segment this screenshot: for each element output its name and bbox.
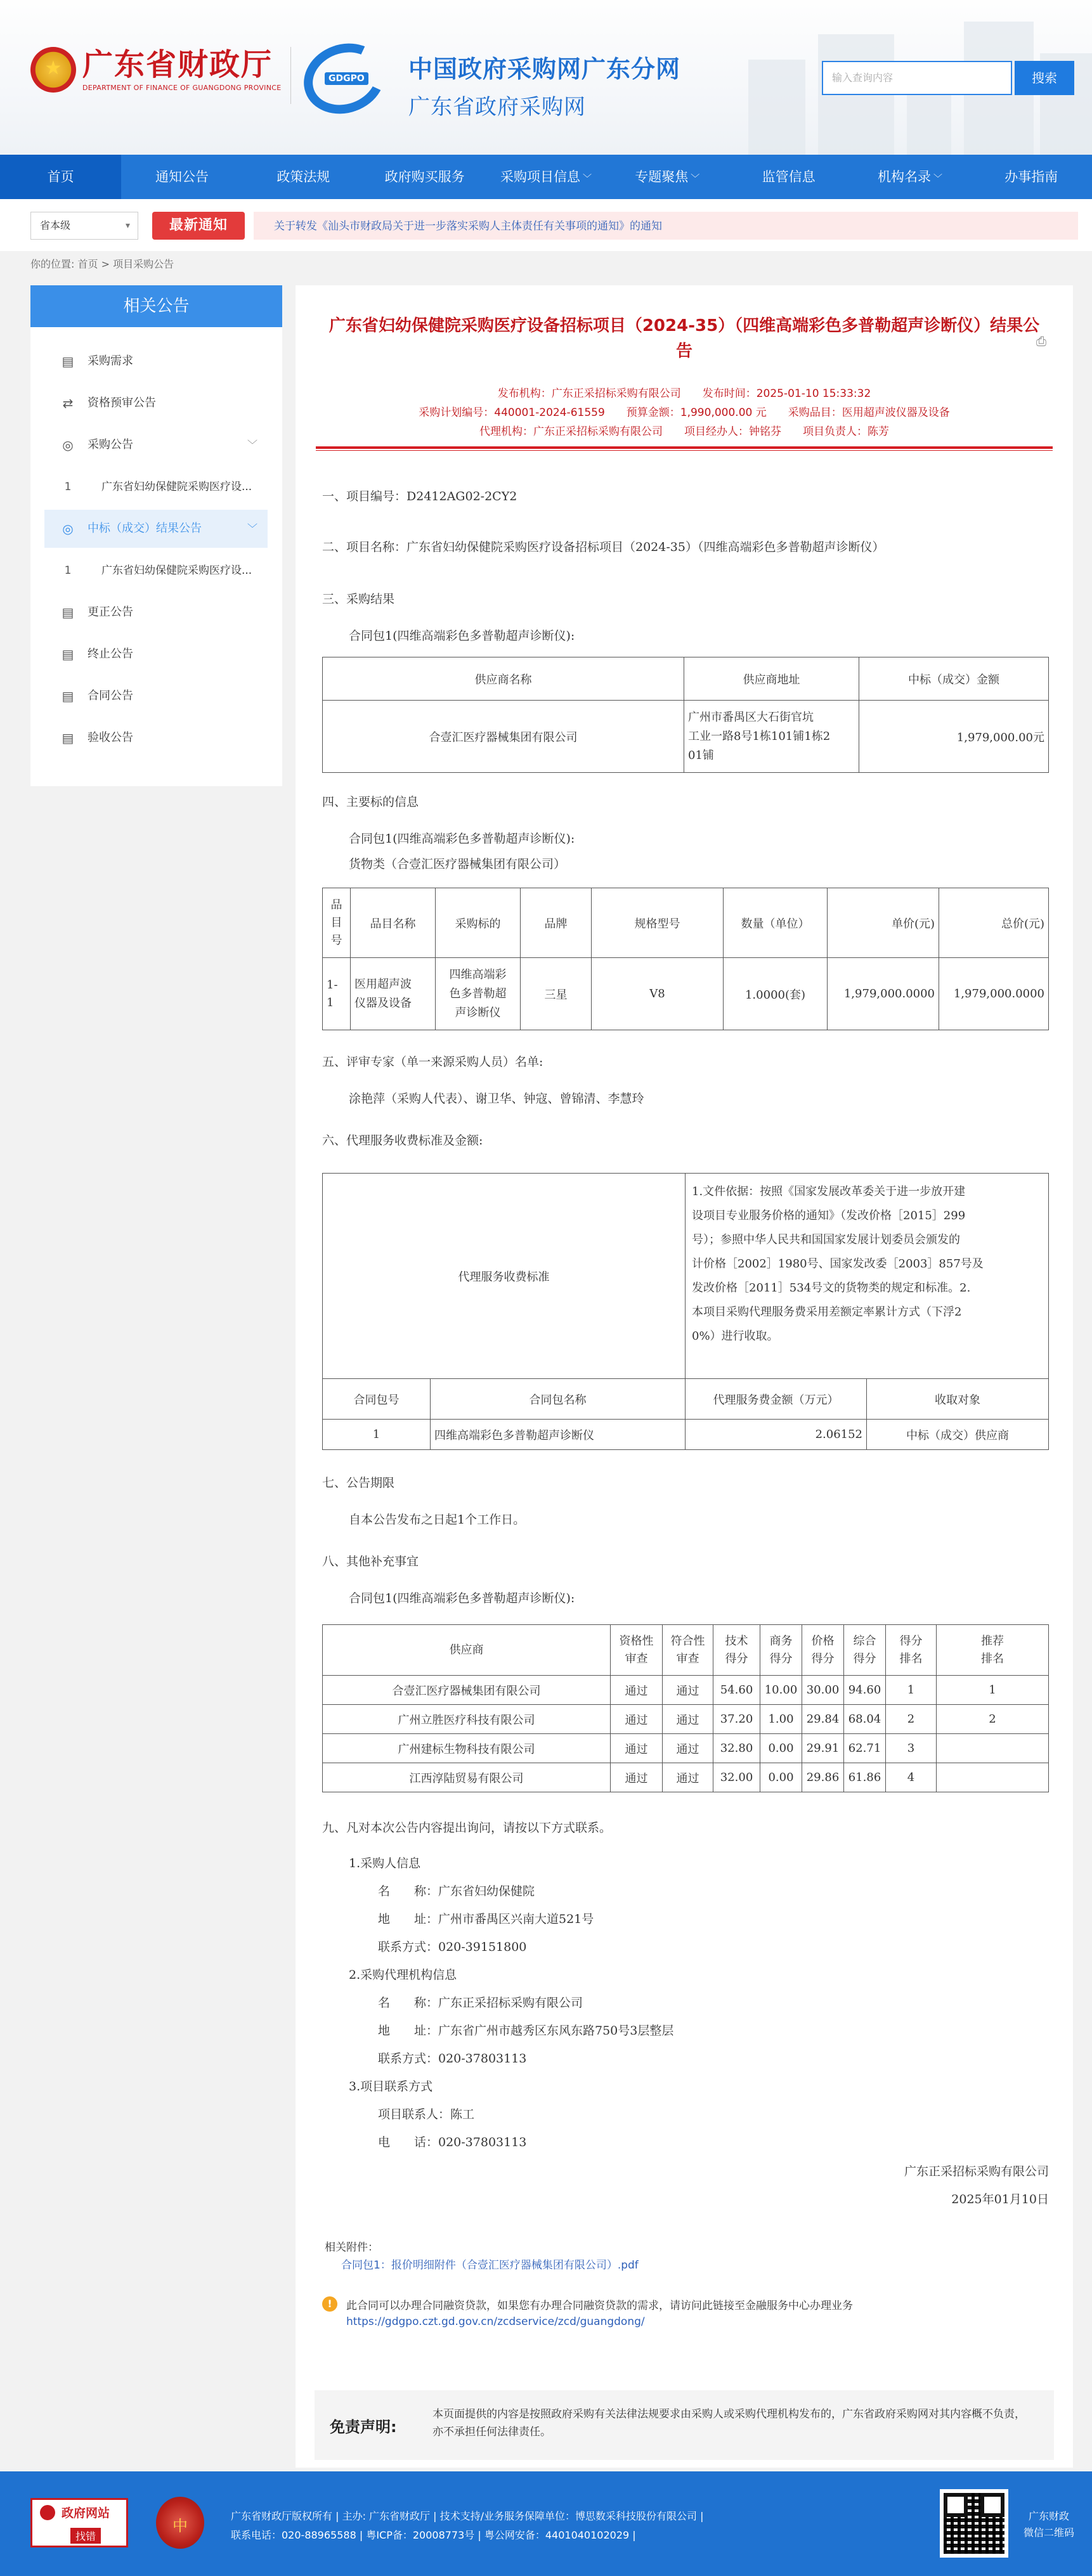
score-cell: 62.71 bbox=[844, 1734, 886, 1763]
score-cell: 0.00 bbox=[760, 1763, 802, 1792]
fee-standard-text bbox=[686, 1174, 1049, 1379]
score-cell: 3 bbox=[886, 1734, 937, 1763]
sidebar-item-label: 采购公告 bbox=[88, 438, 133, 451]
sidebar-title: 相关公告 bbox=[30, 285, 282, 327]
experts-list: 涂艳萍（采购人代表）、谢卫华、钟寇、曾锦清、李慧玲 bbox=[349, 1092, 644, 1106]
sidebar-item-prequalification[interactable] bbox=[44, 384, 268, 422]
fee-table bbox=[322, 1173, 1049, 1450]
sidebar-item-label: 广东省妇幼保健院采购医疗设... bbox=[101, 564, 252, 577]
score-cell: 30.00 bbox=[802, 1676, 844, 1705]
score-cell: 2 bbox=[937, 1705, 1049, 1734]
header-line: 排名 bbox=[899, 1652, 923, 1666]
nav-label: 政策法规 bbox=[276, 169, 330, 184]
table-header: 供应商名称 bbox=[323, 657, 684, 701]
table-row bbox=[323, 701, 1049, 773]
title-line1: 广东省妇幼保健院采购医疗设备招标项目（2024-35）（四维高端彩色多普勒超声诊断仪）结果公 bbox=[328, 316, 1040, 335]
table-header bbox=[802, 1625, 844, 1676]
score-cell: 29.86 bbox=[802, 1763, 844, 1792]
score-cell: 广州建标生物科技有限公司 bbox=[323, 1734, 611, 1763]
fee-payer: 中标（成交）供应商 bbox=[867, 1420, 1049, 1450]
items-table bbox=[322, 888, 1049, 1030]
score-cell: 68.04 bbox=[844, 1705, 886, 1734]
section-experts-heading: 五、评审专家（单一来源采购人员）名单: bbox=[322, 1055, 543, 1069]
party-gov-badge[interactable] bbox=[156, 2497, 204, 2549]
table-header bbox=[937, 1625, 1049, 1676]
award-amount: 1,979,000.00元 bbox=[859, 701, 1049, 773]
score-cell: 通过 bbox=[663, 1734, 713, 1763]
latest-notice-badge: 最新通知 bbox=[152, 212, 245, 240]
signature-org: 广东正采招标采购有限公司 bbox=[904, 2165, 1049, 2178]
nav-topics[interactable] bbox=[607, 155, 728, 199]
site-title-line2: 广东省政府采购网 bbox=[408, 94, 586, 120]
section-other-heading: 八、其他补充事宜 bbox=[322, 1555, 419, 1569]
table-header: 收取对象 bbox=[867, 1379, 1049, 1420]
main-nav bbox=[0, 155, 1092, 199]
notice-ticker bbox=[0, 199, 1092, 251]
fee-line: 计价格［2002］1980号、国家发改委［2003］857号及 bbox=[692, 1257, 984, 1271]
header-line: 推荐 bbox=[981, 1634, 1004, 1648]
agency-tel: 联系方式：020-37803113 bbox=[378, 2052, 527, 2066]
disclaimer-heading: 免责声明: bbox=[330, 2418, 397, 2436]
breadcrumb-separator: > bbox=[101, 258, 110, 270]
score-cell: 54.60 bbox=[713, 1676, 760, 1705]
table-header bbox=[713, 1625, 760, 1676]
agency-heading: 2.采购代理机构信息 bbox=[349, 1968, 457, 1982]
badge-glyph: 中 bbox=[172, 2517, 188, 2535]
score-cell: 1.00 bbox=[760, 1705, 802, 1734]
purchaser-name: 名 称：广东省妇幼保健院 bbox=[378, 1884, 535, 1898]
table-row bbox=[323, 1763, 1049, 1792]
header-line: 得分 bbox=[811, 1652, 835, 1666]
badge-bottom-text: 找错 bbox=[70, 2528, 101, 2544]
nav-label: 首页 bbox=[47, 169, 74, 184]
header-line: 得分 bbox=[899, 1634, 923, 1648]
chevron-down-icon: ▾ bbox=[125, 221, 130, 231]
score-cell: 通过 bbox=[611, 1705, 663, 1734]
cell-line: 医用超声波 bbox=[354, 977, 412, 991]
nav-label: 监管信息 bbox=[762, 169, 816, 184]
fee-standard-label: 代理服务收费标准 bbox=[323, 1174, 686, 1379]
site-footer bbox=[0, 2471, 1092, 2576]
breadcrumb-home[interactable]: 首页 bbox=[77, 258, 98, 270]
table-header: 供应商 bbox=[323, 1625, 611, 1676]
chevron-down-icon: ﹀ bbox=[933, 174, 942, 184]
table-row bbox=[323, 958, 1049, 1030]
table-header: 品目名称 bbox=[351, 888, 436, 958]
table-row bbox=[323, 1174, 1049, 1379]
logo-cn-text: 广东省财政厅 bbox=[82, 46, 273, 82]
score-cell: 通过 bbox=[663, 1676, 713, 1705]
section-result-heading: 三、采购结果 bbox=[322, 592, 395, 606]
purchaser-heading: 1.采购人信息 bbox=[349, 1856, 421, 1870]
footer-contact: 联系电话：020-88965588 | 粤ICP备：20008773号 | 粤公网安备：4401040102029 | bbox=[231, 2529, 636, 2541]
info-icon: ! bbox=[322, 2296, 337, 2312]
document-icon: ▤ bbox=[62, 605, 74, 620]
sidebar-item-label: 中标（成交）结果公告 bbox=[88, 522, 202, 535]
header-line: 审查 bbox=[676, 1652, 699, 1666]
publish-meta: 发布机构：广东正采招标采购有限公司 发布时间：2025-01-10 15:33:32 bbox=[497, 387, 871, 400]
gov-site-error-report-badge[interactable] bbox=[30, 2498, 128, 2547]
document-icon: ▤ bbox=[62, 647, 74, 662]
table-header: 数量（单位） bbox=[724, 888, 828, 958]
signature-date: 2025年01月10日 bbox=[951, 2192, 1049, 2206]
header-line: 技术 bbox=[725, 1634, 748, 1648]
chevron-down-icon: ﹀ bbox=[691, 174, 700, 184]
section-period-heading: 七、公告期限 bbox=[322, 1476, 395, 1490]
fee-package-name: 四维高端彩色多普勒超声诊断仪 bbox=[431, 1420, 686, 1450]
fee-line: 本项目采购代理服务费采用差额定率累计方式（下浮2 bbox=[692, 1305, 962, 1319]
search-button[interactable]: 搜索 bbox=[1015, 61, 1074, 95]
table-header bbox=[611, 1625, 663, 1676]
nav-gov-services[interactable] bbox=[364, 155, 485, 199]
score-cell: 32.80 bbox=[713, 1734, 760, 1763]
score-cell: 1 bbox=[937, 1676, 1049, 1705]
chevron-down-icon: ﹀ bbox=[582, 174, 592, 184]
purchaser-tel: 联系方式：020-39151800 bbox=[378, 1940, 527, 1954]
fee-line: 1.文件依据：按照《国家发展改革委关于进一步放开建 bbox=[692, 1185, 966, 1198]
table-header bbox=[663, 1625, 713, 1676]
score-cell: 1 bbox=[886, 1676, 937, 1705]
table-row bbox=[323, 1420, 1049, 1450]
index-icon: 1 bbox=[64, 564, 72, 577]
score-cell: 4 bbox=[886, 1763, 937, 1792]
fee-line: 号）；参照中华人民共和国国家发展计划委员会颁发的 bbox=[692, 1233, 960, 1246]
fee-amount: 2.06152 bbox=[686, 1420, 867, 1450]
header-line: 得分 bbox=[853, 1652, 876, 1666]
document-icon: ▤ bbox=[62, 730, 74, 746]
score-cell bbox=[937, 1763, 1049, 1792]
table-header: 中标（成交）金额 bbox=[859, 657, 1049, 701]
score-cell: 通过 bbox=[663, 1763, 713, 1792]
item-qty: 1.0000(套) bbox=[724, 958, 828, 1030]
gdgpo-badge: GDGPO bbox=[325, 72, 368, 85]
nav-policies[interactable] bbox=[243, 155, 364, 199]
chevron-down-icon: ﹀ bbox=[247, 439, 257, 451]
score-cell: 94.60 bbox=[844, 1676, 886, 1705]
disclaimer-text: 本页面提供的内容是按照政府采购有关法律法规要求由采购人或采购代理机构发布的，广东省政府采购网对其内容概不负责，亦不承担任何法律责任。 bbox=[432, 2408, 1025, 2438]
document-icon: ▤ bbox=[62, 689, 74, 704]
sidebar-item-procurement-demand[interactable] bbox=[44, 342, 268, 380]
sidebar-item-label: 更正公告 bbox=[88, 605, 133, 619]
cell-line: 色多普勒超 bbox=[449, 987, 507, 1000]
table-header-row bbox=[323, 1379, 1049, 1420]
cell-line: 仪器及设备 bbox=[354, 996, 412, 1010]
item-brand: 三星 bbox=[521, 958, 592, 1030]
period-text: 自本公告发布之日起1个工作日。 bbox=[349, 1513, 526, 1527]
plan-meta: 采购计划编号：440001-2024-61559 预算金额：1,990,000.00 元 采购品目：医用超声波仪器及设备 bbox=[419, 406, 950, 419]
sidebar-item-label: 终止公告 bbox=[88, 647, 133, 661]
wechat-qr-code bbox=[940, 2489, 1008, 2558]
print-icon[interactable]: ⎙ bbox=[1036, 333, 1046, 349]
ticker-notice-link[interactable]: 关于转发《汕头市财政局关于进一步落实采购人主体责任有关事项的通知》的通知 bbox=[274, 220, 662, 233]
table-header-row bbox=[323, 657, 1049, 701]
qr-label-line: 广东财政 bbox=[1028, 2510, 1069, 2522]
address-line: 01铺 bbox=[688, 748, 714, 762]
table-header-row bbox=[323, 1625, 1049, 1676]
score-cell: 2 bbox=[886, 1705, 937, 1734]
score-cell: 32.00 bbox=[713, 1763, 760, 1792]
title-line2: 告 bbox=[675, 342, 692, 361]
sidebar-item-acceptance[interactable] bbox=[44, 719, 268, 757]
qr-label-line: 微信二维码 bbox=[1024, 2527, 1075, 2539]
header-line: 品 bbox=[330, 898, 342, 912]
national-emblem-icon bbox=[30, 47, 76, 93]
table-header bbox=[760, 1625, 802, 1676]
title-divider-thin bbox=[316, 450, 1053, 451]
fee-line: 发改价格［2011］534号文的货物类的规定和标准。2. bbox=[692, 1281, 971, 1295]
nav-label: 政府购买服务 bbox=[384, 169, 465, 184]
fee-line: 设项目专业服务价格的通知》（发改价格［2015］299 bbox=[692, 1209, 966, 1222]
sidebar-item-label: 资格预审公告 bbox=[88, 396, 156, 410]
qr-pattern bbox=[944, 2493, 1004, 2554]
swap-icon: ⇄ bbox=[62, 396, 74, 411]
nav-guide[interactable] bbox=[971, 155, 1092, 199]
item-model: V8 bbox=[592, 958, 724, 1030]
score-cell: 通过 bbox=[611, 1676, 663, 1705]
score-cell bbox=[937, 1734, 1049, 1763]
nav-home[interactable] bbox=[0, 155, 121, 199]
result-package-label: 合同包1(四维高端彩色多普勒超声诊断仪): bbox=[349, 629, 575, 643]
fee-package-no: 1 bbox=[323, 1420, 431, 1450]
sidebar-item-award-result[interactable] bbox=[44, 510, 268, 548]
nav-label: 通知公告 bbox=[155, 169, 209, 184]
score-cell: 通过 bbox=[611, 1734, 663, 1763]
announcement-title bbox=[315, 313, 1054, 364]
sidebar-item-correction[interactable] bbox=[44, 593, 268, 631]
item-target bbox=[436, 958, 521, 1030]
loan-service-link[interactable]: https://gdgpo.czt.gd.gov.cn/zcdservice/zcd/guangdong/ bbox=[346, 2315, 645, 2328]
section-contact-heading: 九、凡对本次公告内容提出询问，请按以下方式联系。 bbox=[322, 1821, 612, 1835]
document-icon: ▤ bbox=[62, 354, 74, 369]
table-header: 品牌 bbox=[521, 888, 592, 958]
score-cell: 0.00 bbox=[760, 1734, 802, 1763]
breadcrumb-current[interactable]: 项目采购公告 bbox=[113, 258, 174, 270]
header-line: 审查 bbox=[625, 1652, 648, 1666]
title-divider bbox=[316, 446, 1053, 449]
sidebar-item-label: 合同公告 bbox=[88, 689, 133, 702]
sidebar-item-termination[interactable] bbox=[44, 635, 268, 673]
finance-dept-logo[interactable] bbox=[30, 47, 281, 93]
header-line: 符合性 bbox=[670, 1634, 705, 1648]
score-cell: 29.84 bbox=[802, 1705, 844, 1734]
breadcrumb bbox=[30, 256, 174, 271]
gdgpo-logo[interactable] bbox=[299, 41, 389, 117]
item-no bbox=[323, 958, 351, 1030]
score-cell: 61.86 bbox=[844, 1763, 886, 1792]
nav-label: 办事指南 bbox=[1004, 169, 1058, 184]
target-icon: ◎ bbox=[62, 521, 74, 536]
header-line: 号 bbox=[330, 933, 342, 947]
score-cell: 合壹汇医疗器械集团有限公司 bbox=[323, 1676, 611, 1705]
footer-copyright: 广东省财政厅版权所有 | 主办: 广东省财政厅 | 技术支持/业务服务保障单位：博思数采科技股份有限公司 | bbox=[231, 2510, 704, 2522]
purchaser-address: 地 址：广州市番禺区兴南大道521号 bbox=[378, 1912, 594, 1926]
table-row bbox=[323, 1676, 1049, 1705]
nav-label: 专题聚焦 bbox=[635, 169, 689, 184]
section-fee-heading: 六、代理服务收费标准及金额: bbox=[322, 1134, 483, 1148]
region-value: 省本级 bbox=[40, 219, 71, 231]
cell-line: 1- bbox=[327, 978, 338, 992]
agency-meta: 代理机构：广东正采招标采购有限公司 项目经办人：钟铭芬 项目负责人：陈芳 bbox=[479, 425, 889, 438]
sidebar-item-contract[interactable] bbox=[44, 677, 268, 715]
sidebar-subitem-procurement-notice[interactable] bbox=[44, 468, 268, 506]
address-line: 广州市番禺区大石街官坑 bbox=[688, 710, 814, 724]
header-line: 得分 bbox=[725, 1652, 748, 1666]
table-header: 规格型号 bbox=[592, 888, 724, 958]
agency-address: 地 址：广东省广州市越秀区东风东路750号3层整层 bbox=[378, 2024, 674, 2038]
item-price: 1,979,000.0000 bbox=[828, 958, 939, 1030]
table-header: 代理服务费金额（万元） bbox=[686, 1379, 867, 1420]
nav-procurement-info[interactable] bbox=[485, 155, 606, 199]
result-table bbox=[322, 657, 1049, 773]
nav-supervision[interactable] bbox=[728, 155, 849, 199]
nav-notices[interactable] bbox=[121, 155, 242, 199]
supplier-address bbox=[684, 701, 859, 773]
nav-directory[interactable] bbox=[849, 155, 970, 199]
fee-line: 0%）进行收取。 bbox=[692, 1330, 779, 1343]
score-cell: 37.20 bbox=[713, 1705, 760, 1734]
table-header bbox=[886, 1625, 937, 1676]
project-contact-heading: 3.项目联系方式 bbox=[349, 2080, 433, 2094]
scores-package-label: 合同包1(四维高端彩色多普勒超声诊断仪): bbox=[349, 1591, 575, 1605]
cell-line: 1 bbox=[327, 995, 334, 1009]
address-line: 工业一路8号1栋101铺1栋2 bbox=[688, 729, 831, 743]
emblem-icon bbox=[40, 2505, 55, 2520]
sidebar-item-label: 广东省妇幼保健院采购医疗设... bbox=[101, 481, 252, 493]
project-contact-person: 项目联系人：陈工 bbox=[378, 2107, 475, 2121]
table-header bbox=[323, 888, 351, 958]
cell-line: 四维高端彩 bbox=[449, 968, 507, 981]
sidebar-subitem-award-result[interactable] bbox=[44, 552, 268, 590]
header-line: 资格性 bbox=[619, 1634, 654, 1648]
score-cell: 江西淳陆贸易有限公司 bbox=[323, 1763, 611, 1792]
agency-name: 名 称：广东正采招标采购有限公司 bbox=[378, 1996, 583, 2010]
disclaimer-box bbox=[315, 2390, 1054, 2460]
table-row bbox=[323, 1705, 1049, 1734]
item-total: 1,979,000.0000 bbox=[939, 958, 1049, 1030]
section-project-name: 二、项目名称：广东省妇幼保健院采购医疗设备招标项目（2024-35）（四维高端彩色多普勒超声诊断仪） bbox=[322, 540, 885, 554]
table-header: 总价(元) bbox=[939, 888, 1049, 958]
chevron-down-icon: ﹀ bbox=[247, 522, 257, 534]
score-cell: 通过 bbox=[611, 1763, 663, 1792]
header-line: 得分 bbox=[769, 1652, 793, 1666]
score-cell: 通过 bbox=[663, 1705, 713, 1734]
table-header: 合同包名称 bbox=[431, 1379, 686, 1420]
project-contact-tel: 电 话：020-37803113 bbox=[378, 2135, 527, 2149]
nav-label: 机构名录 bbox=[877, 169, 931, 184]
item-name bbox=[351, 958, 436, 1030]
header-line: 目 bbox=[330, 916, 342, 929]
site-title-line1: 中国政府采购网广东分网 bbox=[408, 55, 681, 83]
items-package-label: 合同包1(四维高端彩色多普勒超声诊断仪): bbox=[349, 832, 575, 846]
score-cell: 10.00 bbox=[760, 1676, 802, 1705]
table-header-row bbox=[323, 888, 1049, 958]
header-line: 排名 bbox=[981, 1652, 1004, 1666]
sidebar-item-label: 验收公告 bbox=[88, 731, 133, 744]
score-cell: 29.91 bbox=[802, 1734, 844, 1763]
items-type-label: 货物类（合壹汇医疗器械集团有限公司） bbox=[349, 857, 566, 871]
region-select[interactable] bbox=[30, 212, 138, 240]
table-row bbox=[323, 1734, 1049, 1763]
site-title bbox=[408, 49, 680, 120]
score-cell: 广州立胜医疗科技有限公司 bbox=[323, 1705, 611, 1734]
site-header bbox=[0, 0, 1092, 155]
logo-en-text: DEPARTMENT OF FINANCE OF GUANGDONG PROVINCE bbox=[82, 83, 282, 92]
header-line: 商务 bbox=[769, 1634, 793, 1648]
cell-line: 声诊断仪 bbox=[455, 1006, 501, 1019]
attachment-link[interactable]: 合同包1：报价明细附件（合壹汇医疗器械集团有限公司）.pdf bbox=[341, 2259, 639, 2272]
table-header: 采购标的 bbox=[436, 888, 521, 958]
sidebar-item-procurement-notice[interactable] bbox=[44, 426, 268, 464]
header-line: 综合 bbox=[853, 1634, 876, 1648]
index-icon: 1 bbox=[64, 481, 72, 493]
skyline-decoration bbox=[748, 60, 805, 155]
search-input[interactable]: 输入查询内容 bbox=[822, 61, 1012, 95]
scores-table bbox=[322, 1624, 1049, 1792]
header-line: 价格 bbox=[811, 1634, 835, 1648]
table-header bbox=[844, 1625, 886, 1676]
section-project-no: 一、项目编号：D2412AG02-2CY2 bbox=[322, 489, 517, 503]
breadcrumb-prefix: 你的位置: bbox=[30, 258, 75, 270]
related-notices-sidebar bbox=[30, 285, 282, 786]
badge-top-text: 政府网站 bbox=[62, 2506, 110, 2520]
table-header: 供应商地址 bbox=[684, 657, 859, 701]
section-items-heading: 四、主要标的信息 bbox=[322, 795, 419, 809]
target-icon: ◎ bbox=[62, 437, 74, 453]
attachments-heading: 相关附件： bbox=[325, 2241, 379, 2254]
table-header: 合同包号 bbox=[323, 1379, 431, 1420]
header-divider bbox=[290, 47, 291, 104]
supplier-name: 合壹汇医疗器械集团有限公司 bbox=[323, 701, 684, 773]
qr-label bbox=[1024, 2508, 1074, 2541]
loan-tip-text: 此合同可以办理合同融资贷款，如果您有办理合同融资贷款的需求，请访问此链接至金融服务中心办理业务 bbox=[346, 2300, 853, 2312]
nav-label: 采购项目信息 bbox=[500, 169, 580, 184]
table-header: 单价(元) bbox=[828, 888, 939, 958]
announcement-content bbox=[296, 285, 1073, 2468]
sidebar-item-label: 采购需求 bbox=[88, 354, 133, 368]
